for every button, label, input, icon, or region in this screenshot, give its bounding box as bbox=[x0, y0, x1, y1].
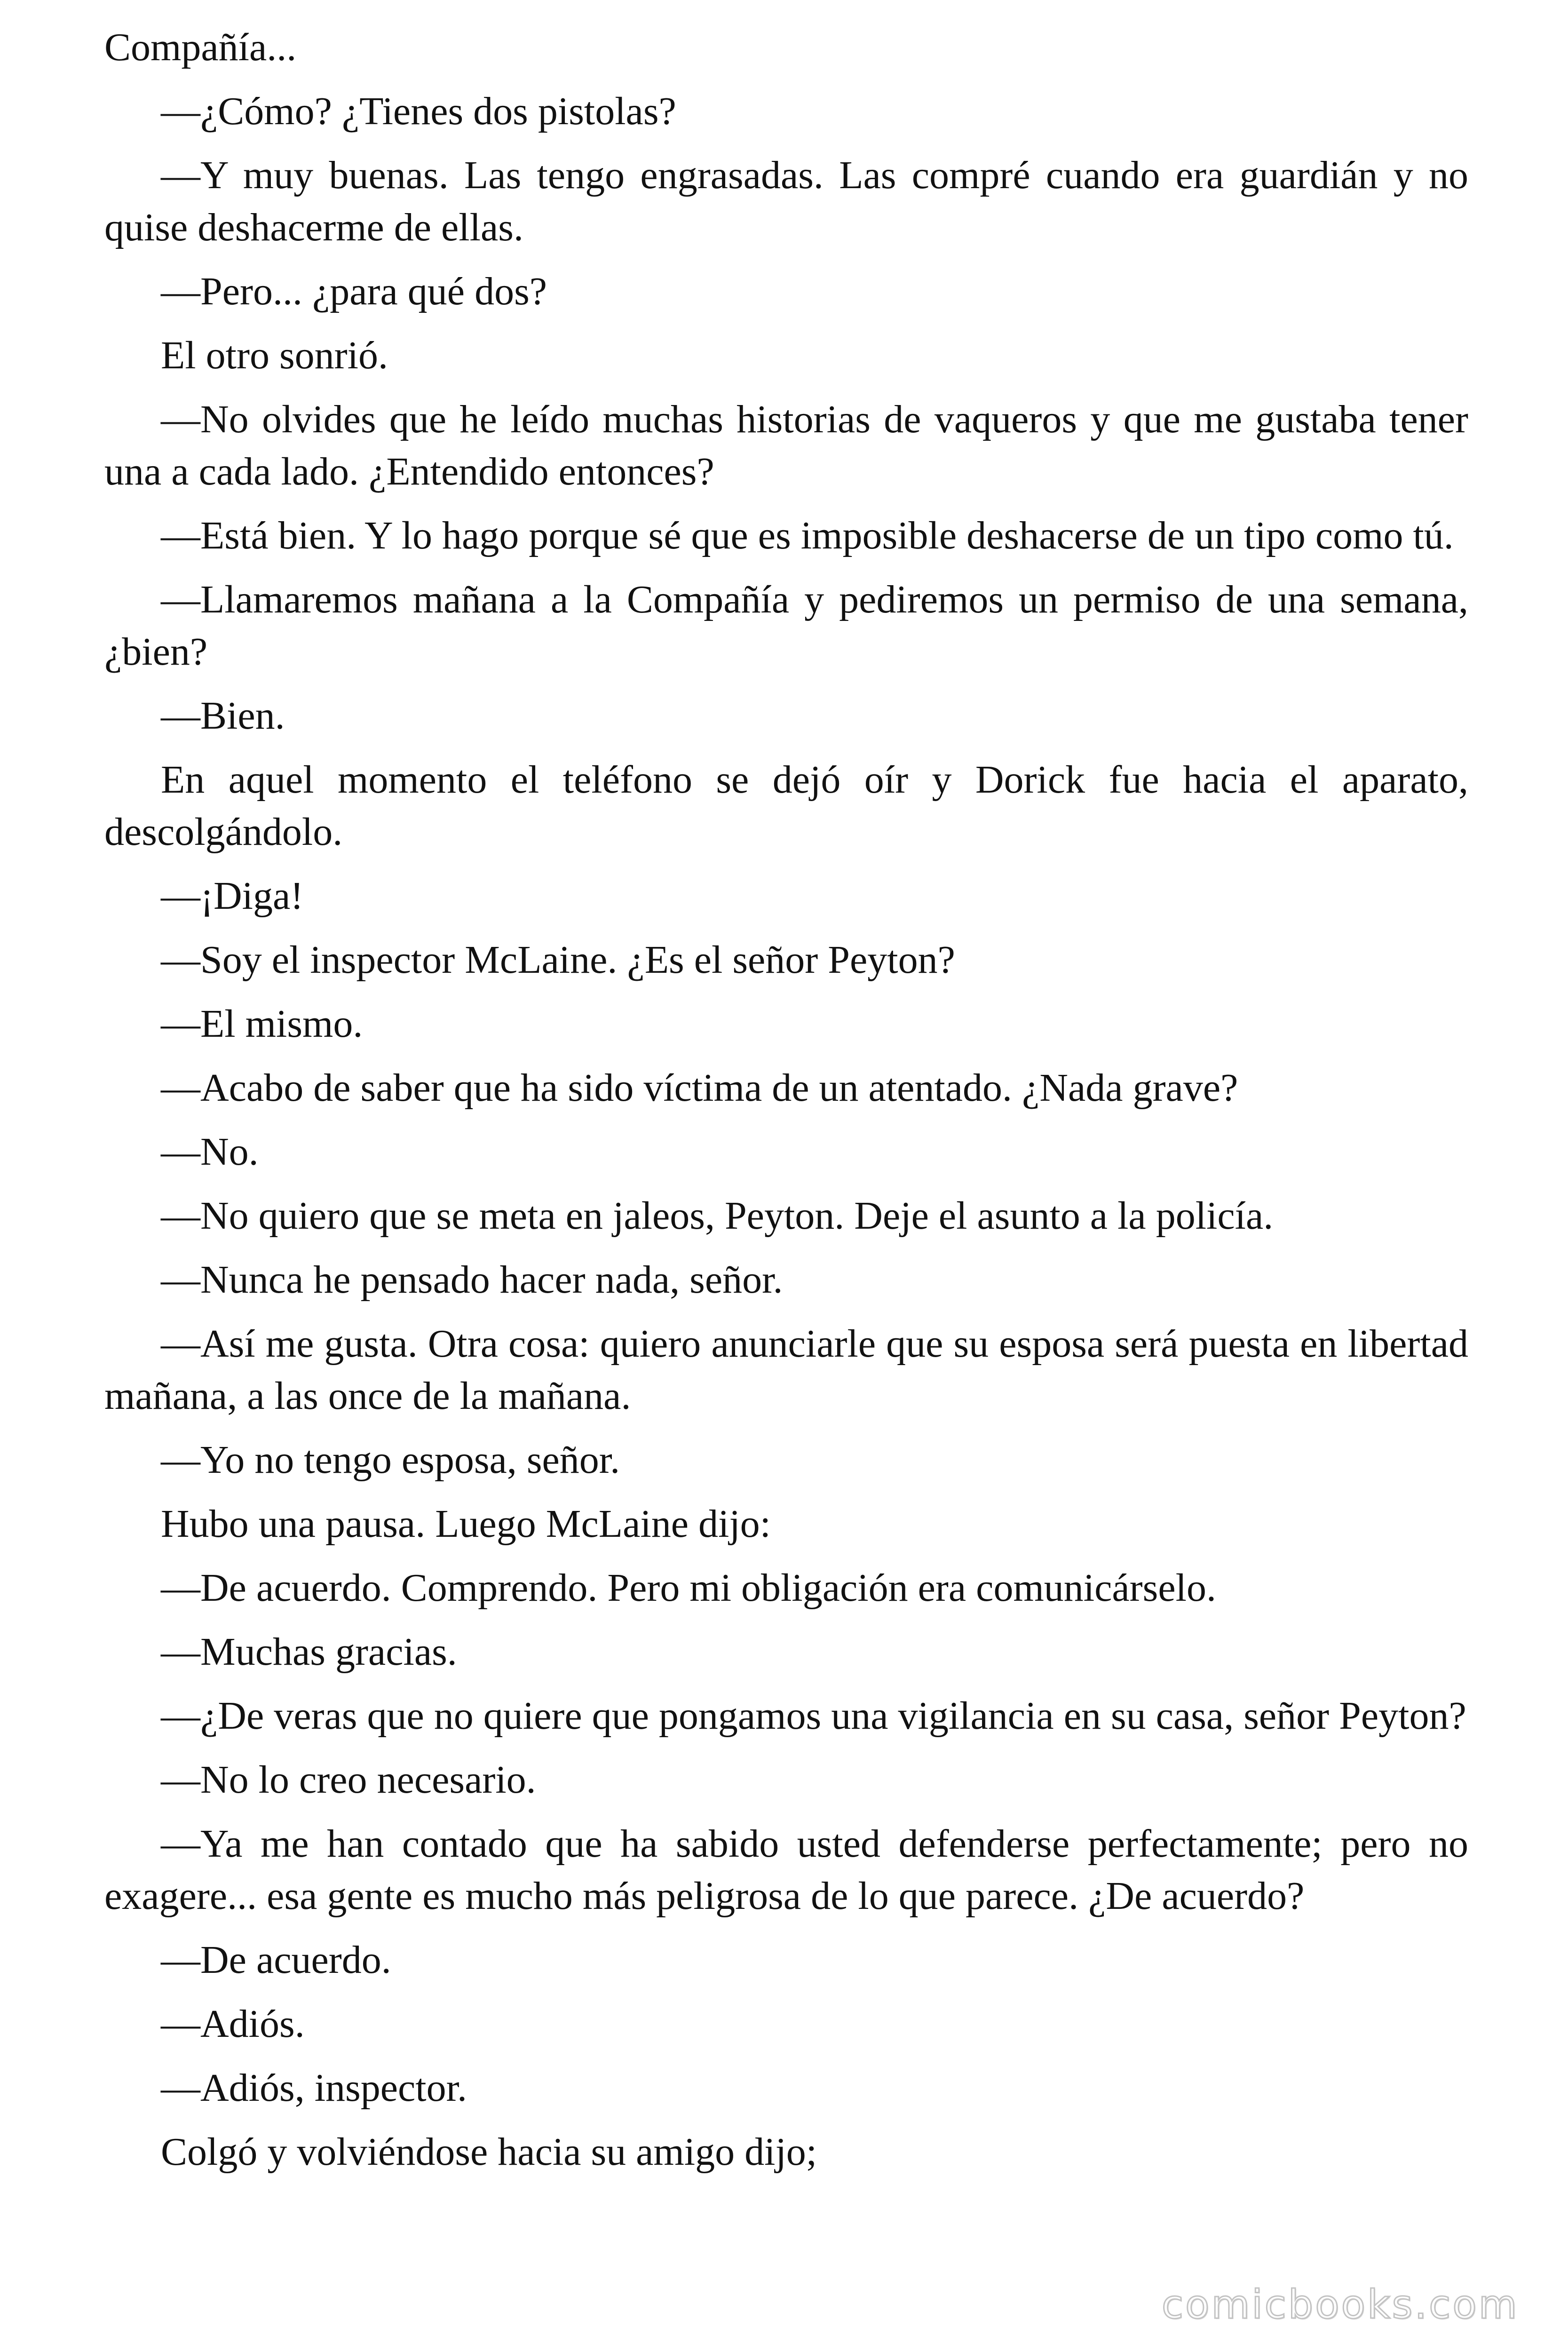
paragraph: —Bien. bbox=[161, 694, 285, 738]
paragraph: Compañía... bbox=[104, 25, 297, 69]
paragraph: —No quiero que se meta en jaleos, Peyton. Deje el asunto a la policía. bbox=[161, 1194, 1274, 1238]
paragraph: —¿Cómo? ¿Tienes dos pistolas? bbox=[161, 89, 676, 133]
paragraph: —No olvides que he leído muchas historias de vaqueros y que me gustaba tener una a cada lado. ¿Entendido entonces? bbox=[104, 397, 1468, 493]
paragraph: —Así me gusta. Otra cosa: quiero anunciarle que su esposa será puesta en libertad mañana, a las once de la mañana. bbox=[104, 1322, 1468, 1418]
paragraph: Colgó y volviéndose hacia su amigo dijo; bbox=[161, 2130, 817, 2174]
paragraph: —Soy el inspector McLaine. ¿Es el señor Peyton? bbox=[161, 938, 955, 982]
paragraph: —¿De veras que no quiere que pongamos una vigilancia en su casa, señor Peyton? bbox=[161, 1694, 1466, 1738]
paragraph: —Y muy buenas. Las tengo engrasadas. Las compré cuando era guardián y no quise deshacerme de ellas. bbox=[104, 153, 1468, 249]
paragraph: —Pero... ¿para qué dos? bbox=[161, 270, 547, 313]
paragraph: —¡Diga! bbox=[161, 874, 304, 918]
paragraph: Hubo una pausa. Luego McLaine dijo: bbox=[161, 1502, 771, 1546]
page-body bbox=[104, 21, 1468, 2190]
paragraph: —Nunca he pensado hacer nada, señor. bbox=[161, 1258, 783, 1302]
paragraph: —Yo no tengo esposa, señor. bbox=[161, 1438, 620, 1482]
paragraph: —Adiós, inspector. bbox=[161, 2066, 467, 2110]
paragraph: —El mismo. bbox=[161, 1002, 363, 1046]
paragraph: —De acuerdo. Comprendo. Pero mi obligación era comunicárselo. bbox=[161, 1566, 1216, 1610]
paragraph: —Adiós. bbox=[161, 2002, 305, 2046]
paragraph: —Está bien. Y lo hago porque sé que es imposible deshacerse de un tipo como tú. bbox=[161, 514, 1454, 557]
paragraph: —Llamaremos mañana a la Compañía y pediremos un permiso de una semana, ¿bien? bbox=[104, 578, 1468, 674]
paragraph: El otro sonrió. bbox=[161, 334, 388, 377]
paragraph: —Muchas gracias. bbox=[161, 1630, 457, 1674]
paragraph: —Acabo de saber que ha sido víctima de un atentado. ¿Nada grave? bbox=[161, 1066, 1238, 1110]
paragraph: —No. bbox=[161, 1130, 259, 1174]
paragraph: —De acuerdo. bbox=[161, 1938, 391, 1982]
paragraph: En aquel momento el teléfono se dejó oír y Dorick fue hacia el aparato, descolgándolo. bbox=[104, 758, 1468, 854]
watermark: comicbooks.com bbox=[1162, 2281, 1519, 2328]
paragraph: —No lo creo necesario. bbox=[161, 1758, 536, 1802]
paragraph: —Ya me han contado que ha sabido usted defenderse perfectamente; pero no exagere... esa gente es mucho más peligrosa de lo que parece. ¿De acuerdo? bbox=[104, 1822, 1468, 1918]
